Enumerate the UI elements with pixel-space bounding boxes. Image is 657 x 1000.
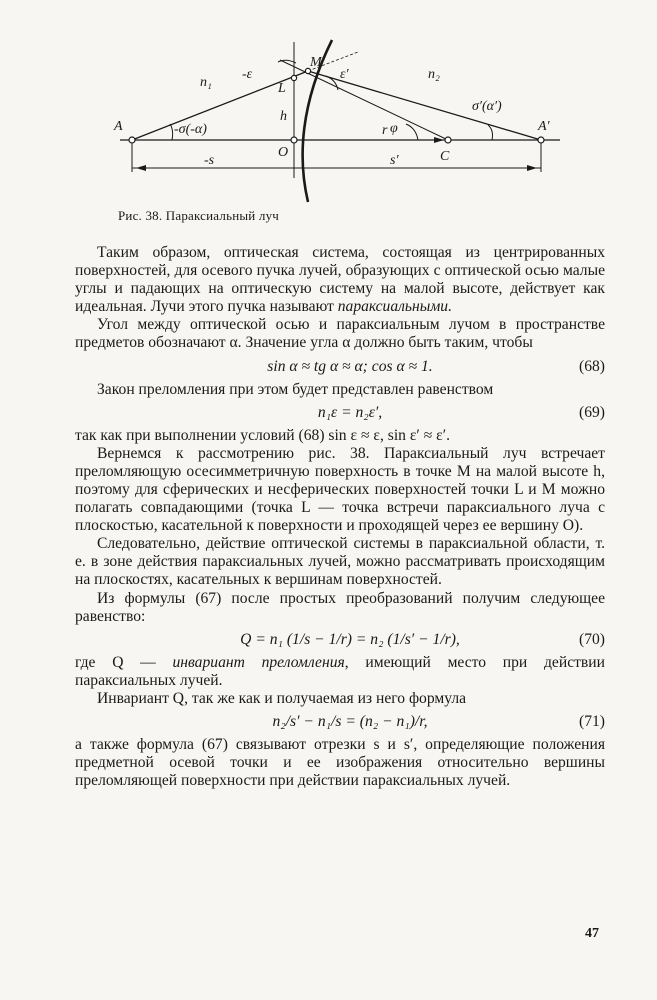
label-n2: n₂	[428, 67, 440, 82]
paragraph-8: где Q — инвариант преломления, имеющий место при действии параксиальных лучей.	[75, 653, 605, 689]
label-O: O	[278, 145, 289, 160]
paragraph-10: а также формула (67) связывают отрезки s и s′, определяющие положения предметной осевой точки и ее изображения относительно вершины преломляющей поверхности при действии параксиальных лучей.	[75, 735, 605, 790]
arrow-s	[136, 165, 146, 171]
formula-69-num: (69)	[579, 404, 605, 422]
label-r: r	[382, 123, 388, 138]
label-phi: φ	[390, 121, 398, 136]
formula-68-num: (68)	[579, 358, 605, 376]
angle-arc-alpha	[170, 124, 173, 140]
paragraph-4: так как при выполнении условий (68) sin ε ≈ ε, sin ε′ ≈ ε′.	[75, 426, 451, 444]
page-number: 47	[585, 926, 599, 941]
point-A-prime	[538, 137, 544, 143]
label-minus-eps: -ε	[242, 67, 253, 82]
paragraph-7: Из формулы (67) после простых преобразований получим следующее равенство:	[75, 589, 605, 625]
formula-68-expr: sin α ≈ tg α ≈ α; cos α ≈ 1.	[267, 358, 433, 376]
formula-68	[75, 356, 605, 379]
paraxial-ray-figure	[100, 30, 570, 205]
paragraph-2: Угол между оптической осью и параксиальным лучом в пространстве предметов обозначают α. Значение угла α должно быть таким, чтобы	[75, 316, 605, 352]
paragraph-5: Вернемся к рассмотрению рис. 38. Параксиальный луч встречает преломляющую осесимметричную поверхность в точке M на малой высоте h, поэтому для сферических и несферических поверхностей точки L и M можно полагать совпадающими (точка L — точка встречи параксиального луча с плоскостью, касательной к поверхности и проходящей через ее вершину O).	[75, 444, 605, 535]
formula-71-expr: n₂/s′ − n₁/s = (n₂ − n₁)/r,	[272, 713, 428, 731]
paragraph-9: Инвариант Q, так же как и получаемая из него формула	[97, 689, 467, 707]
arrow-s-prime	[527, 165, 537, 171]
point-L	[291, 75, 296, 80]
label-eps-prime: ε′	[340, 67, 349, 82]
angle-arc-eps	[278, 60, 296, 63]
formula-70-expr: Q = n₁ (1/s − 1/r) = n₂ (1/s′ − 1/r),	[240, 631, 460, 649]
label-A: A	[114, 119, 123, 134]
point-A	[129, 137, 135, 143]
label-sigma-prime: σ′(α′)	[472, 99, 502, 114]
label-minus-s: -s	[204, 153, 215, 168]
label-L: L	[278, 81, 286, 96]
paragraph-3: Закон преломления при этом будет представлен равенством	[97, 380, 494, 398]
figure-caption: Рис. 38. Параксиальный луч	[118, 208, 280, 223]
formula-71	[75, 711, 605, 734]
angle-arc-phi	[406, 124, 418, 140]
paragraph-1: Таким образом, оптическая система, состоящая из центрированных поверхностей, для осевого пучка лучей, образующих с оптической осью малые углы и падающих на оптическую систему на малой высоте, действует как идеальная. Лучи этого пучка называют параксиальными.	[75, 244, 605, 316]
paragraph-6: Следовательно, действие оптической системы в параксиальной области, т. е. в зоне действия параксиальных лучей, можно рассматривать происходящим на плоскостях, касательных к вершинам поверхностей.	[75, 535, 605, 589]
point-C	[445, 137, 451, 143]
term-paraxial: параксиальными.	[337, 298, 452, 316]
formula-69-expr: n₁ε = n₂ε′,	[317, 404, 383, 422]
term-invariant: инвариант преломления	[172, 653, 345, 671]
formula-70	[75, 629, 605, 652]
label-A-prime: A′	[538, 119, 550, 134]
formula-71-num: (71)	[579, 713, 605, 731]
label-C: C	[440, 149, 450, 164]
formula-69	[75, 402, 605, 425]
label-n1: n₁	[200, 75, 212, 90]
label-sigma-alpha: -σ(-α)	[174, 122, 207, 137]
formula-70-num: (70)	[579, 631, 605, 649]
point-O	[291, 137, 297, 143]
label-M: M	[310, 55, 322, 70]
angle-arc-sigma-prime	[488, 125, 493, 140]
label-h: h	[280, 109, 287, 124]
body-text	[75, 244, 605, 790]
label-s-prime: s′	[390, 153, 399, 168]
